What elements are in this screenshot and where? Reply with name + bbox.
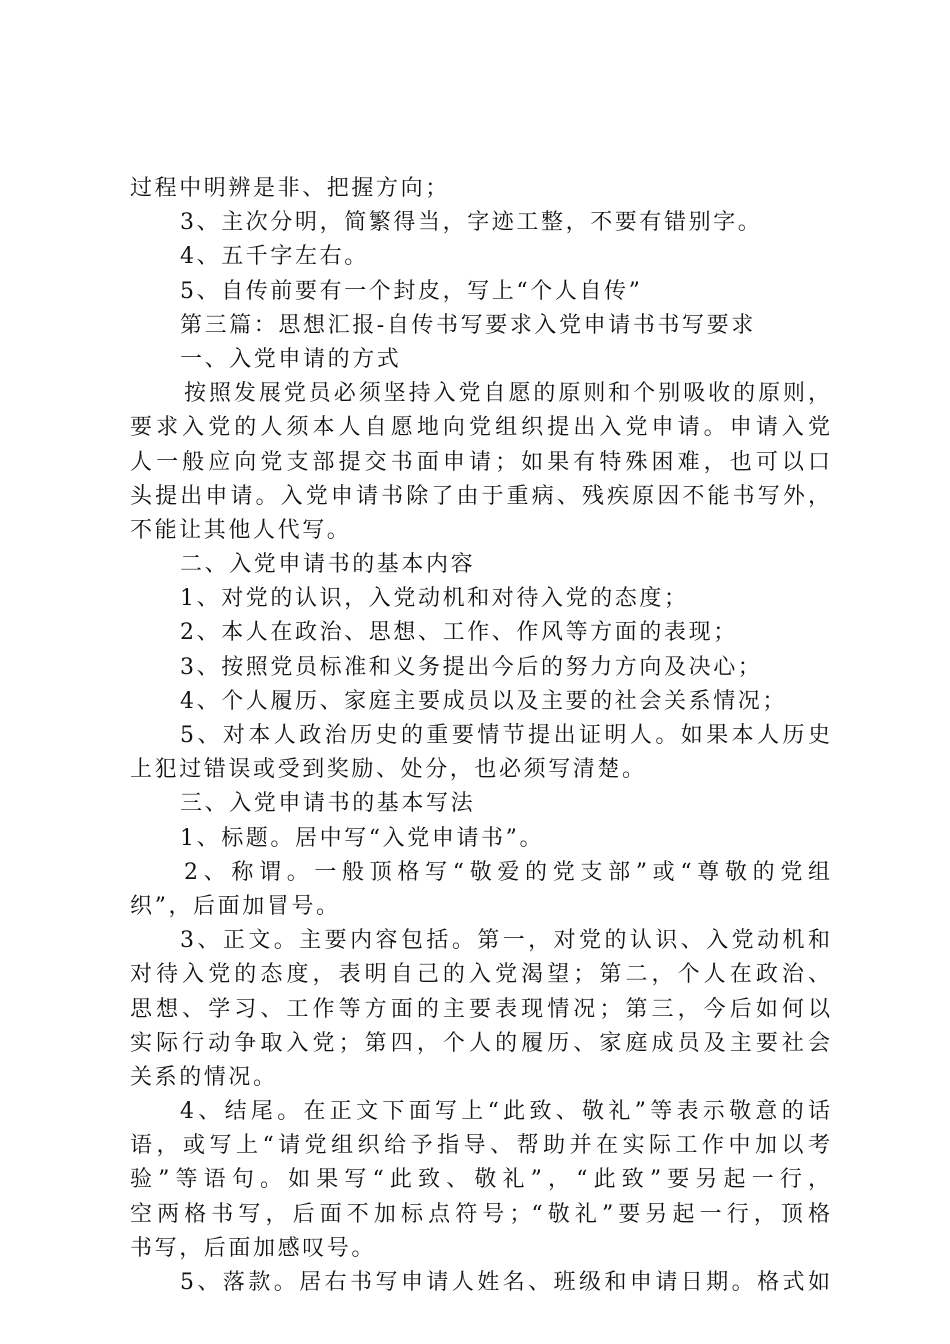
heading: 二、入党申请书的基本内容 (180, 552, 476, 578)
list-item: 2、本人在政治、思想、工作、作风等方面的表现； (180, 620, 738, 646)
list-item: 1、标题。居中写“入党申请书”。 (180, 825, 545, 851)
heading: 三、入党申请书的基本写法 (180, 791, 476, 817)
paragraph-line: 人一般应向党支部提交书面申请；如果有特殊困难，也可以口 (130, 449, 830, 475)
list-item: 4、五千字左右。 (180, 244, 369, 270)
paragraph-line: 要求入党的人须本人自愿地向党组织提出入党申请。申请入党 (130, 415, 830, 441)
list-item: 1、对党的认识，入党动机和对待入党的态度； (180, 586, 689, 612)
paragraph-line: 书写，后面加感叹号。 (130, 1235, 377, 1261)
list-item: 4、个人履历、家庭主要成员以及主要的社会关系情况； (180, 688, 787, 714)
list-item: 3、正文。主要内容包括。第一，对党的认识、入党动机和 (180, 928, 830, 954)
section-title: 第三篇：思想汇报-自传书写要求入党申请书书写要求 (180, 312, 756, 338)
paragraph-line: 按照发展党员必须坚持入党自愿的原则和个别吸收的原则， (184, 381, 830, 407)
paragraph-line: 上犯过错误或受到奖励、处分，也必须写清楚。 (130, 757, 647, 783)
paragraph-line: 关系的情况。 (130, 1064, 278, 1090)
paragraph-line: 思想、学习、工作等方面的主要表现情况；第三，今后如何以 (130, 996, 830, 1022)
list-item: 5、自传前要有一个封皮，写上“个人自传” (180, 278, 643, 304)
paragraph-line: 对待入党的态度，表明自己的入党渴望；第二，个人在政治、 (130, 962, 830, 988)
list-item: 5、落款。居右书写申请人姓名、班级和申请日期。格式如 (180, 1270, 830, 1295)
list-item: 5、对本人政治历史的重要情节提出证明人。如果本人历史 (180, 723, 830, 748)
paragraph-line: 头提出申请。入党申请书除了由于重病、残疾原因不能书写外， (130, 483, 830, 509)
paragraph-line: 空两格书写，后面不加标点符号；“敬礼”要另起一行，顶格 (130, 1201, 830, 1227)
paragraph-line: 实际行动争取入党；第四，个人的履历、家庭成员及主要社会 (130, 1030, 830, 1056)
document-page (130, 172, 830, 1300)
paragraph-line: 织”，后面加冒号。 (130, 893, 341, 919)
list-item: 3、主次分明，简繁得当，字迹工整，不要有错别字。 (180, 210, 763, 236)
text-line: 过程中明辨是非、把握方向； (130, 176, 450, 201)
heading: 一、入党申请的方式 (180, 346, 402, 372)
list-item: 2、称谓。一般顶格写“敬爱的党支部”或“尊敬的党组 (184, 859, 830, 885)
paragraph-line: 验”等语句。如果写“此致、敬礼”，“此致”要另起一行， (130, 1167, 830, 1193)
list-item: 4、结尾。在正文下面写上“此致、敬礼”等表示敬意的话 (180, 1099, 830, 1125)
list-item: 3、按照党员标准和义务提出今后的努力方向及决心； (180, 654, 763, 680)
paragraph-line: 语，或写上“请党组织给予指导、帮助并在实际工作中加以考 (130, 1133, 830, 1159)
paragraph-line: 不能让其他人代写。 (130, 517, 352, 543)
